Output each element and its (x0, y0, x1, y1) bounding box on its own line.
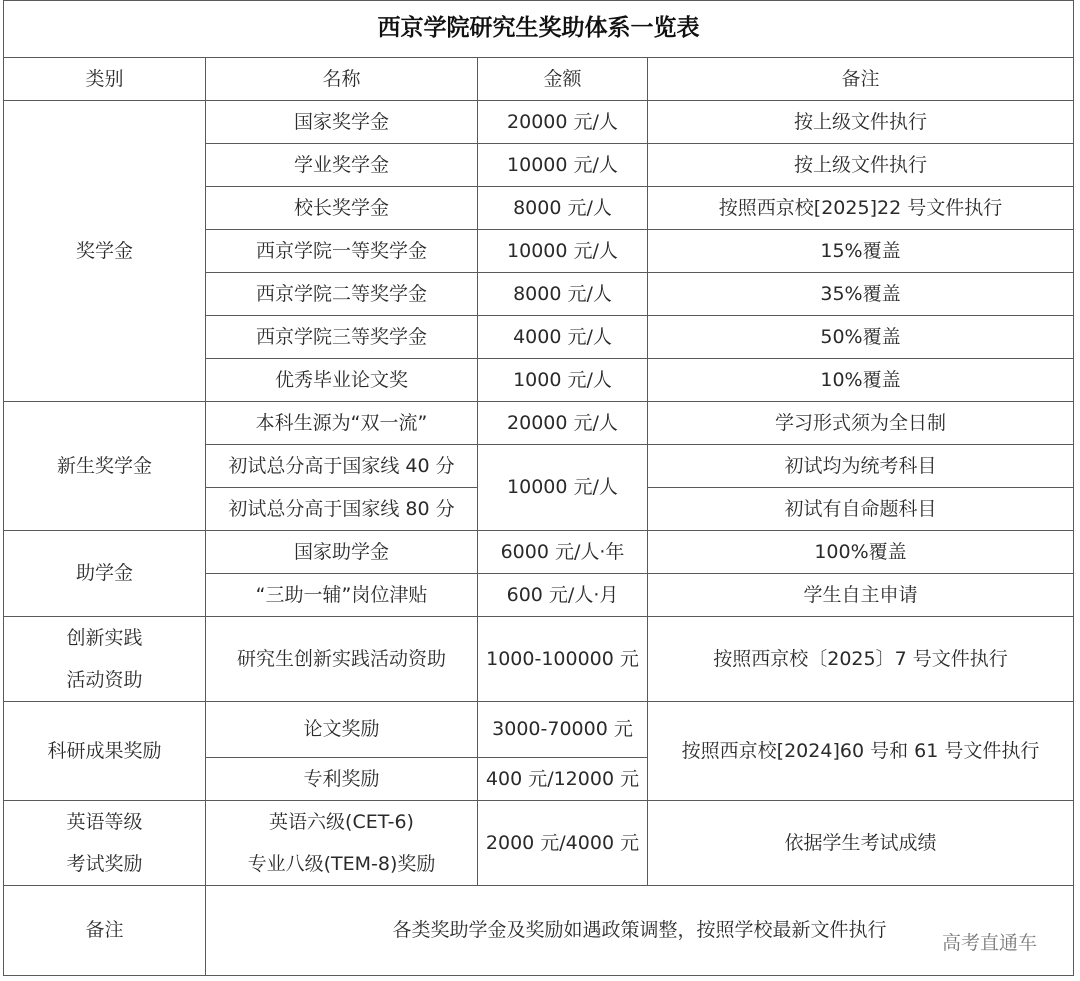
amount-cell: 20000 元/人 (478, 402, 648, 445)
name-cell: 国家奖学金 (206, 101, 478, 144)
header-amount: 金额 (478, 58, 648, 101)
table-row (4, 531, 1074, 574)
name-cell: 优秀毕业论文奖 (206, 359, 478, 402)
table-row (4, 801, 1074, 886)
name-cell: “三助一辅”岗位津贴 (206, 574, 478, 617)
note-cell: 15%覆盖 (648, 230, 1074, 273)
amount-cell: 6000 元/人·年 (478, 531, 648, 574)
amount-cell: 8000 元/人 (478, 187, 648, 230)
header-category: 类别 (4, 58, 206, 101)
category-cell: 科研成果奖励 (4, 702, 206, 801)
remarks-text: 各类奖助学金及奖励如遇政策调整，按照学校最新文件执行 (206, 886, 1074, 976)
name-cell: 初试总分高于国家线 80 分 (206, 488, 478, 531)
remarks-label: 备注 (4, 886, 206, 976)
remarks-row (4, 886, 1074, 976)
table-row (4, 402, 1074, 445)
note-cell: 依据学生考试成绩 (648, 801, 1074, 886)
note-cell: 初试有自命题科目 (648, 488, 1074, 531)
name-cell: 学业奖学金 (206, 144, 478, 187)
amount-cell: 600 元/人·月 (478, 574, 648, 617)
note-cell: 初试均为统考科目 (648, 445, 1074, 488)
category-cell: 助学金 (4, 531, 206, 617)
category-line: 英语等级 (66, 811, 143, 833)
amount-cell: 8000 元/人 (478, 273, 648, 316)
amount-cell: 10000 元/人 (478, 144, 648, 187)
amount-cell: 1000-100000 元 (478, 617, 648, 702)
category-cell (4, 617, 206, 702)
category-cell (4, 801, 206, 886)
amount-cell: 400 元/12000 元 (478, 758, 648, 801)
name-cell: 西京学院二等奖学金 (206, 273, 478, 316)
amount-cell: 1000 元/人 (478, 359, 648, 402)
name-cell: 研究生创新实践活动资助 (206, 617, 478, 702)
note-cell: 按照西京校[2024]60 号和 61 号文件执行 (648, 702, 1074, 801)
name-cell: 西京学院一等奖学金 (206, 230, 478, 273)
header-name: 名称 (206, 58, 478, 101)
amount-cell: 10000 元/人 (478, 445, 648, 531)
note-cell: 学习形式须为全日制 (648, 402, 1074, 445)
name-cell: 校长奖学金 (206, 187, 478, 230)
amount-cell: 3000-70000 元 (478, 702, 648, 758)
category-line: 考试奖励 (66, 853, 143, 875)
note-cell: 10%覆盖 (648, 359, 1074, 402)
amount-cell: 2000 元/4000 元 (478, 801, 648, 886)
note-cell: 按上级文件执行 (648, 144, 1074, 187)
name-cell (206, 801, 478, 886)
table-row (4, 702, 1074, 758)
note-cell: 按照西京校[2025]22 号文件执行 (648, 187, 1074, 230)
amount-cell: 20000 元/人 (478, 101, 648, 144)
note-cell: 学生自主申请 (648, 574, 1074, 617)
scholarship-table (3, 0, 1074, 976)
amount-cell: 4000 元/人 (478, 316, 648, 359)
name-cell: 专利奖励 (206, 758, 478, 801)
table-row (4, 101, 1074, 144)
category-cell: 新生奖学金 (4, 402, 206, 531)
note-cell: 50%覆盖 (648, 316, 1074, 359)
note-cell: 按照西京校〔2025〕7 号文件执行 (648, 617, 1074, 702)
note-cell: 按上级文件执行 (648, 101, 1074, 144)
name-cell: 国家助学金 (206, 531, 478, 574)
category-line: 活动资助 (66, 669, 143, 691)
name-cell: 西京学院三等奖学金 (206, 316, 478, 359)
watermark: 高考直通车 (942, 932, 1038, 954)
amount-cell: 10000 元/人 (478, 230, 648, 273)
name-cell: 初试总分高于国家线 40 分 (206, 445, 478, 488)
name-line: 英语六级(CET-6) (269, 811, 414, 833)
category-cell: 奖学金 (4, 101, 206, 402)
header-note: 备注 (648, 58, 1074, 101)
note-cell: 35%覆盖 (648, 273, 1074, 316)
name-line: 专业八级(TEM-8)奖励 (247, 853, 436, 875)
name-cell: 本科生源为“双一流” (206, 402, 478, 445)
category-line: 创新实践 (66, 627, 143, 649)
table-title: 西京学院研究生奖助体系一览表 (4, 1, 1074, 58)
table-row (4, 617, 1074, 702)
name-cell: 论文奖励 (206, 702, 478, 758)
note-cell: 100%覆盖 (648, 531, 1074, 574)
